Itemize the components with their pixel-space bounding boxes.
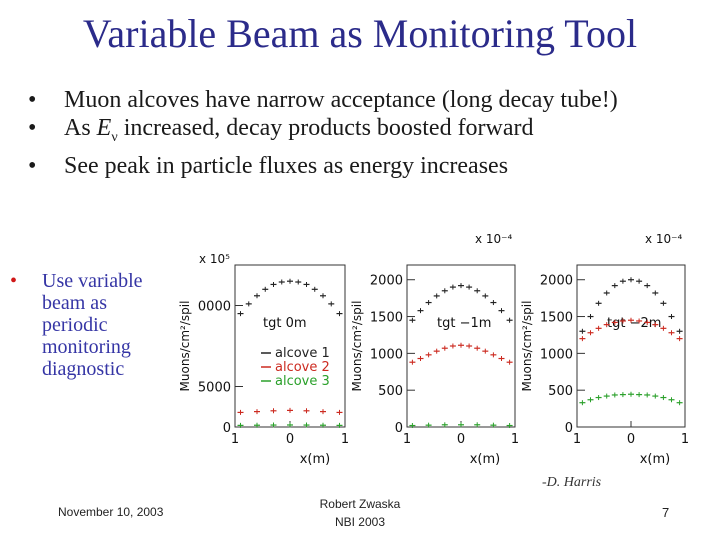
x-tick-label: 1 (572, 432, 582, 447)
bullet-item (28, 114, 698, 152)
x-tick-label: 1 (510, 432, 520, 447)
flux-plots (175, 225, 720, 475)
y-tick-label: 1000 (539, 347, 573, 363)
legend-label: alcove 3 (275, 374, 330, 389)
y-tick-label: 0000 (197, 299, 231, 315)
x-tick-label: 1 (340, 432, 350, 447)
x-tick-label: 1 (230, 432, 240, 447)
panel-label: tgt −2m (607, 316, 662, 331)
y-tick-label: 0 (394, 421, 403, 436)
x-axis-label: x(m) (469, 452, 501, 467)
neutrino-subscript: ν (111, 129, 118, 145)
footer-center (300, 495, 420, 531)
x-axis-label: x(m) (639, 452, 671, 467)
footer-date: November 10, 2003 (58, 505, 164, 519)
bullet-text: increased, decay products boosted forward (117, 115, 534, 141)
bullet-dot: • (10, 270, 18, 292)
y-axis-label: Muons/cm²/spil (520, 300, 534, 392)
bullet-item (28, 86, 698, 114)
y-axis-label: Muons/cm²/spil (178, 300, 192, 392)
y-tick-label: 1000 (369, 347, 403, 363)
y-multiplier-label: x 10⁻⁴ (645, 232, 683, 246)
legend-label: alcove 2 (275, 360, 330, 375)
bullet-text: Muon alcoves have narrow acceptance (long decay tube!) (64, 87, 618, 113)
y-tick-label: 500 (548, 384, 573, 400)
y-tick-label: 0 (564, 421, 573, 436)
y-tick-label: 0 (222, 421, 231, 436)
bullet-dot: • (28, 152, 37, 179)
x-tick-label: 1 (680, 432, 690, 447)
footer-page-number: 7 (662, 505, 670, 520)
y-tick-label: 2000 (539, 273, 573, 289)
x-tick-label: 0 (285, 432, 295, 447)
side-bullet (10, 270, 175, 380)
footer-venue: NBI 2003 (334, 515, 386, 529)
y-tick-label: 1500 (369, 310, 403, 326)
credit-text: -D. Harris (542, 475, 602, 490)
footer-author: Robert Zwaska (319, 497, 401, 511)
y-multiplier-label: x 10⁵ (199, 252, 230, 266)
y-tick-label: 2000 (369, 273, 403, 289)
panel-label: tgt −1m (437, 316, 492, 331)
y-axis-label: Muons/cm²/spil (350, 300, 364, 392)
bullet-item (28, 152, 698, 180)
x-axis-label: x(m) (299, 452, 331, 467)
x-tick-label: 0 (626, 432, 636, 447)
y-tick-label: 5000 (197, 380, 231, 396)
bullet-text: As (64, 115, 97, 141)
energy-symbol: E (96, 115, 112, 141)
bullet-dot: • (28, 87, 37, 113)
side-bullet-text: Use variable beam as periodic monitoring diagnostic (42, 270, 143, 380)
plot-frame (577, 265, 685, 427)
y-tick-label: 1500 (539, 310, 573, 326)
y-tick-label: 500 (378, 384, 403, 400)
legend-label: alcove 1 (275, 346, 330, 361)
bullet-text: See peak in particle fluxes as energy increases (64, 152, 509, 179)
x-tick-label: 0 (456, 432, 466, 447)
slide-title: Variable Beam as Monitoring Tool (82, 11, 638, 56)
bullet-dot: • (28, 115, 37, 141)
panel-label: tgt 0m (263, 316, 307, 331)
bullet-list (28, 86, 698, 180)
x-tick-label: 1 (402, 432, 412, 447)
y-multiplier-label: x 10⁻⁴ (475, 232, 513, 246)
